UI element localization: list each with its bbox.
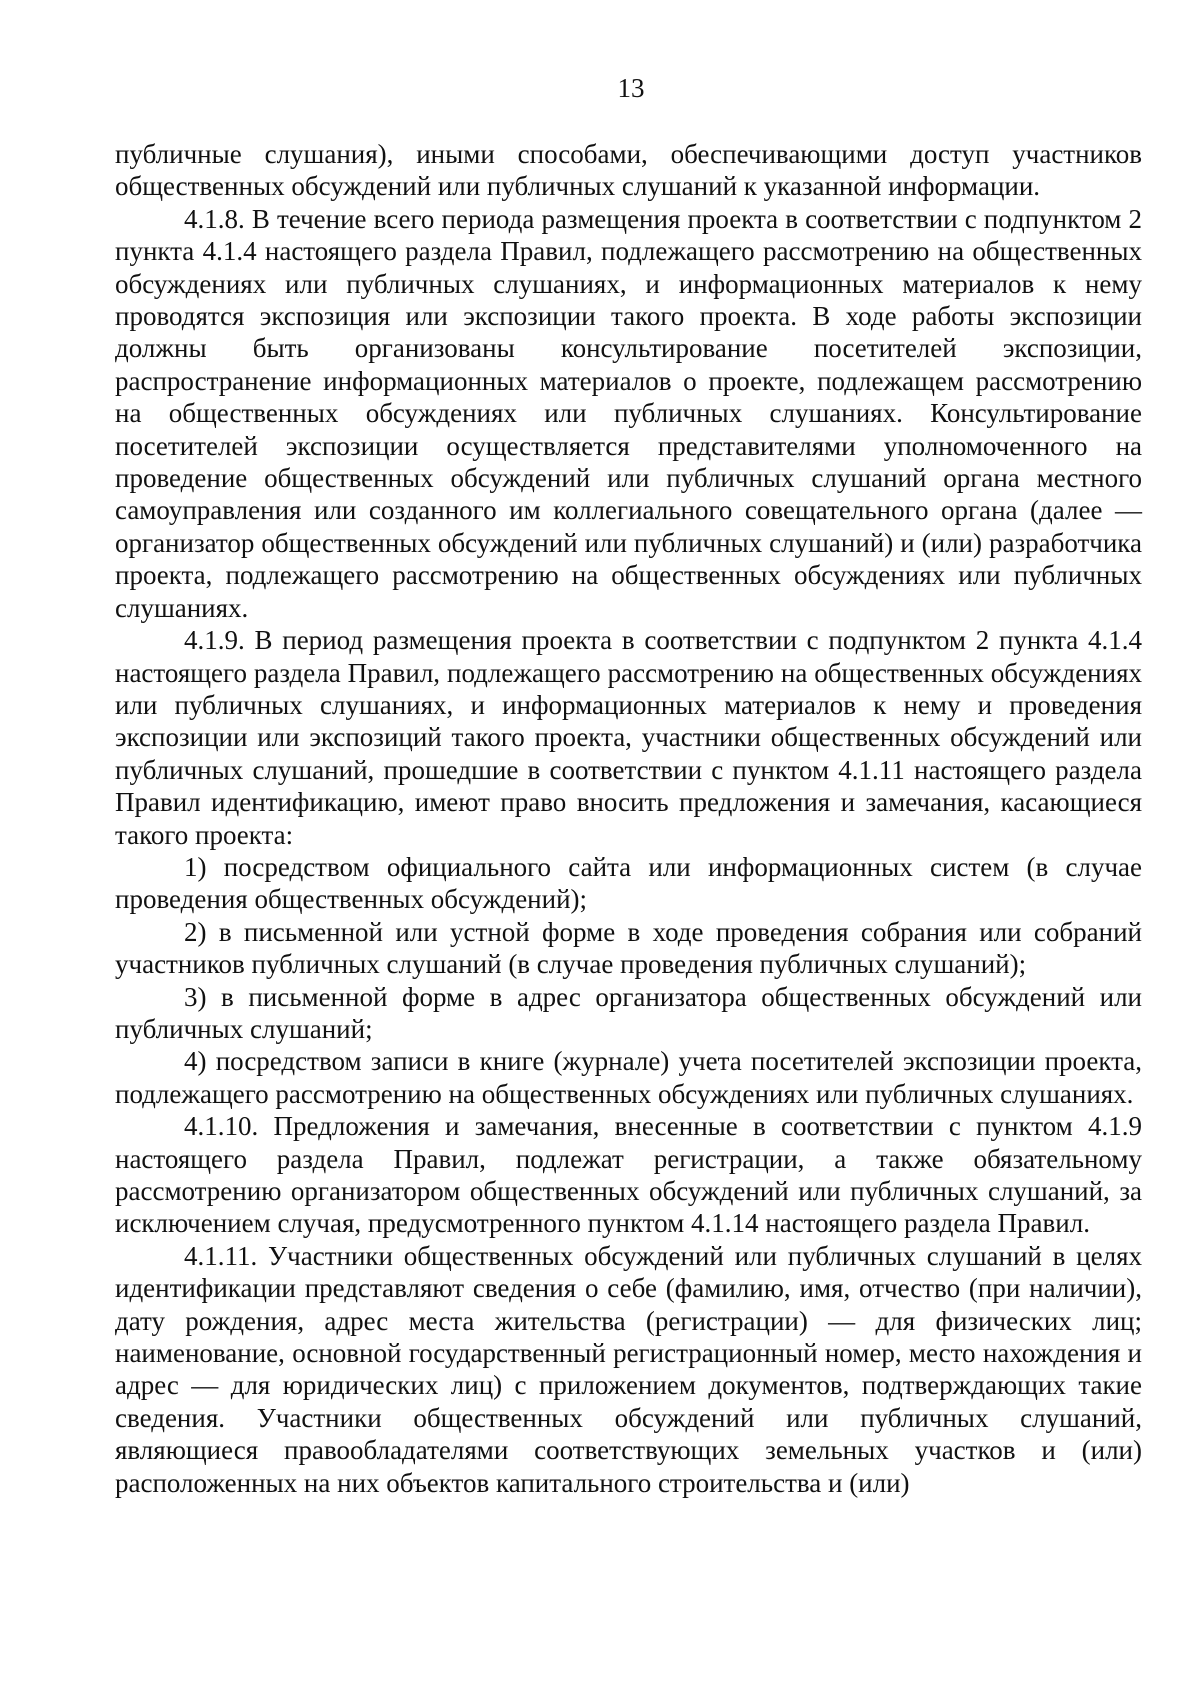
list-item-1: 1) посредством официального сайта или информационных систем (в случае проведения общественных обсуждений); — [115, 851, 1142, 915]
paragraph-4-1-8: 4.1.8. В течение всего периода размещения проекта в соответствии с подпунктом 2 пункта 4.1.4 настоящего раздела Правил, подлежащего рассмотрению на общественных обсуждениях или публичных слушаниях, и информационных материалов к нему проводятся экспозиция или экспозиции такого проекта. В ходе работы экспозиции должны быть организованы консультирование посетителей экспозиции, распространение информационных материалов о проекте, подлежащем рассмотрению на общественных обсуждениях или публичных слушаниях. Консультирование посетителей экспозиции осуществляется представителями уполномоченного на проведение общественных обсуждений или публичных слушаний органа местного самоуправления или созданного им коллегиального совещательного органа (далее — организатор общественных обсуждений или публичных слушаний) и (или) разработчика проекта, подлежащего рассмотрению на общественных обсуждениях или публичных слушаниях. — [115, 203, 1142, 623]
list-item-4: 4) посредством записи в книге (журнале) учета посетителей экспозиции проекта, подлежащего рассмотрению на общественных обсуждениях или публичных слушаниях. — [115, 1046, 1142, 1109]
page-number: 13 — [617, 73, 645, 103]
paragraph-4-1-9: 4.1.9. В период размещения проекта в соответствии с подпунктом 2 пункта 4.1.4 настоящего раздела Правил, подлежащего рассмотрению на общественных обсуждениях или публичных слушаниях, и информационных материалов к нему и проведения экспозиции или экспозиций такого проекта, участники общественных обсуждений или публичных слушаний, прошедшие в соответствии с пунктом 4.1.11 настоящего раздела Правил идентификацию, имеют право вносить предложения и замечания, касающиеся такого проекта: — [115, 625, 1142, 850]
paragraph-4-1-11: 4.1.11. Участники общественных обсуждений или публичных слушаний в целях идентификации представляют сведения о себе (фамилию, имя, отчество (при наличии), дату рождения, адрес места жительства (регистрации) — для физических лиц; наименование, основной государственный регистрационный номер, место нахождения и адрес — для юридических лиц) с приложением документов, подтверждающих такие сведения. Участники общественных обсуждений или публичных слушаний, являющиеся правообладателями соответствующих земельных участков и (или) расположенных на них объектов капитального строительства и (или) — [115, 1240, 1142, 1498]
list-item-3: 3) в письменной форме в адрес организатора общественных обсуждений или публичных слушаний; — [115, 981, 1142, 1044]
paragraph-4-1-10: 4.1.10. Предложения и замечания, внесенные в соответствии с пунктом 4.1.9 настоящего раздела Правил, подлежат регистрации, а также обязательному рассмотрению организатором общественных обсуждений или публичных слушаний, за исключением случая, предусмотренного пунктом 4.1.14 настоящего раздела Правил. — [115, 1111, 1142, 1239]
paragraph-continuation: публичные слушания), иными способами, обеспечивающими доступ участников общественных обсуждений или публичных слушаний к указанной информации. — [115, 139, 1142, 202]
list-item-2: 2) в письменной или устной форме в ходе проведения собрания или собраний участников публичных слушаний (в случае проведения публичных слушаний); — [115, 916, 1142, 980]
document-body — [115, 138, 1142, 1499]
